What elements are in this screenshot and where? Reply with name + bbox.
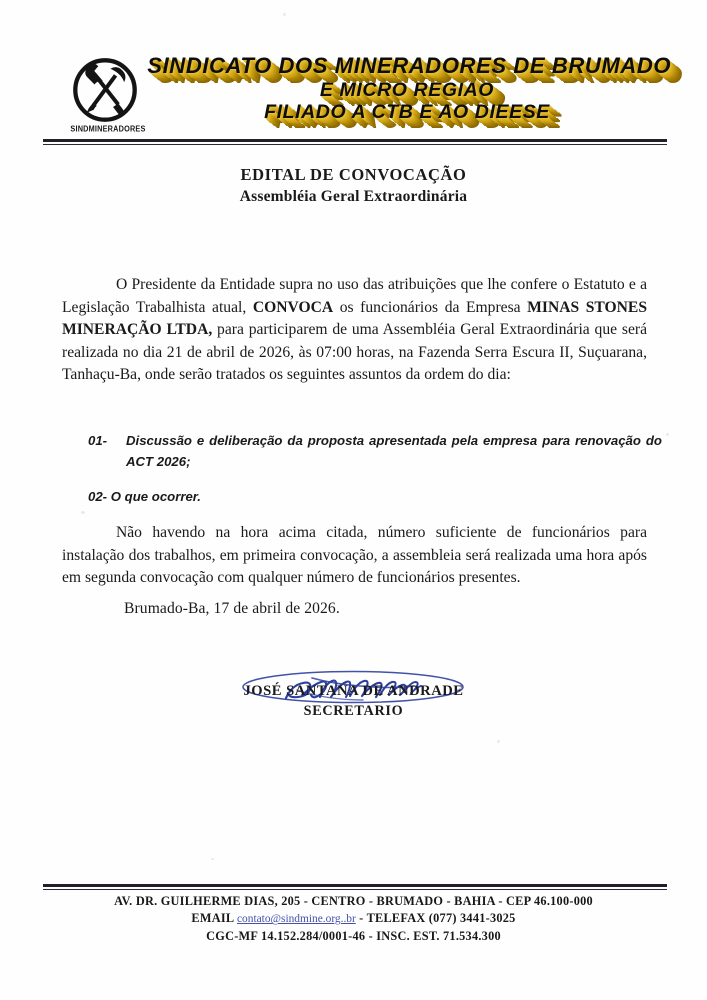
signer-name: JOSÉ SANTANA DE ANDRADE [243,683,464,699]
letterhead [0,55,707,140]
scan-artifact [81,511,85,514]
footer [0,893,707,945]
paragraph-part-2: os funcionários da Empresa [333,298,528,316]
header-divider [43,139,667,146]
paragraph-part-1: O Presidente da Entidade supra no uso das atribuições que lhe confere o Estatuto e a Legislação Trabalhista atual, [62,276,647,316]
company-name-emphasis: MINAS STONES MINERAÇÃO LTDA, [62,298,648,339]
page-title: EDITAL DE CONVOCAÇÃO [240,165,467,184]
crossed-shovel-pickaxe-icon [72,57,138,123]
org-title-line-1: SINDICATO DOS MINERADORES DE BRUMADO [147,53,672,78]
scan-artifact [497,740,500,743]
agenda-item-1 [88,430,662,473]
main-paragraph [62,274,647,387]
footer-email-label: EMAIL [191,911,237,926]
organization-title [142,55,672,123]
footer-divider [43,884,667,891]
org-title-line-3: FILIADO A CTB E AO DIEESE [264,101,550,123]
footer-address: AV. DR. GUILHERME DIAS, 205 - CENTRO - BRUMADO - BAHIA - CEP 46.100-000 [114,894,593,908]
footer-telefax: - TELEFAX (077) 3441-3025 [355,911,516,926]
scan-artifact [211,858,214,860]
agenda-item-2 [88,486,624,507]
page-title-block [0,165,707,207]
header-divider-thick [43,139,667,142]
header-divider-thin [43,144,667,145]
scan-artifact [283,13,286,16]
scan-artifact [666,433,669,436]
agenda-item-2-text: O que ocorrer. [110,489,201,504]
org-title-line-2: E MICRO REGIÃO [319,78,495,101]
signature-block [0,664,707,720]
convoca-emphasis: CONVOCA [252,298,334,316]
agenda-item-1-number: 01- [88,433,108,448]
footer-divider-thick [43,884,667,887]
signer-role: SECRETARIO [303,702,404,719]
footer-divider-thin [43,889,667,890]
agenda-item-2-number: 02- [88,489,108,504]
footer-registration: CGC-MF 14.152.284/0001-46 - INSC. EST. 71.534.300 [206,928,501,943]
paragraph-part-3: para participarem de uma Assembléia Geral Extraordinária que será realizada no dia 21 de abril de 2026, às 07:00 horas, na Fazenda Serra Escura II, Suçuarana, Tanhaçu-Ba, onde serão tratados os seguintes assuntos da ordem do dia: [62,321,647,384]
email-link[interactable]: contato@sindmine.org..br [237,913,356,926]
datestamp: Brumado-Ba, 17 de abril de 2026. [124,600,340,617]
footer-contact-line [0,910,707,927]
page-subtitle: Assembléia Geral Extraordinária [239,187,468,205]
logo-caption: SINDMINERADORES [70,123,146,134]
second-paragraph: Não havendo na hora acima citada, número suficiente de funcionários para instalação dos trabalhos, em primeira convocação, a assembleia será realizada uma hora após em segunda convocação com qualquer número de funcionários presentes. [62,524,647,587]
agenda-item-1-text: Discussão e deliberação da proposta apresentada pela empresa para renovação do ACT 2026; [126,433,662,470]
